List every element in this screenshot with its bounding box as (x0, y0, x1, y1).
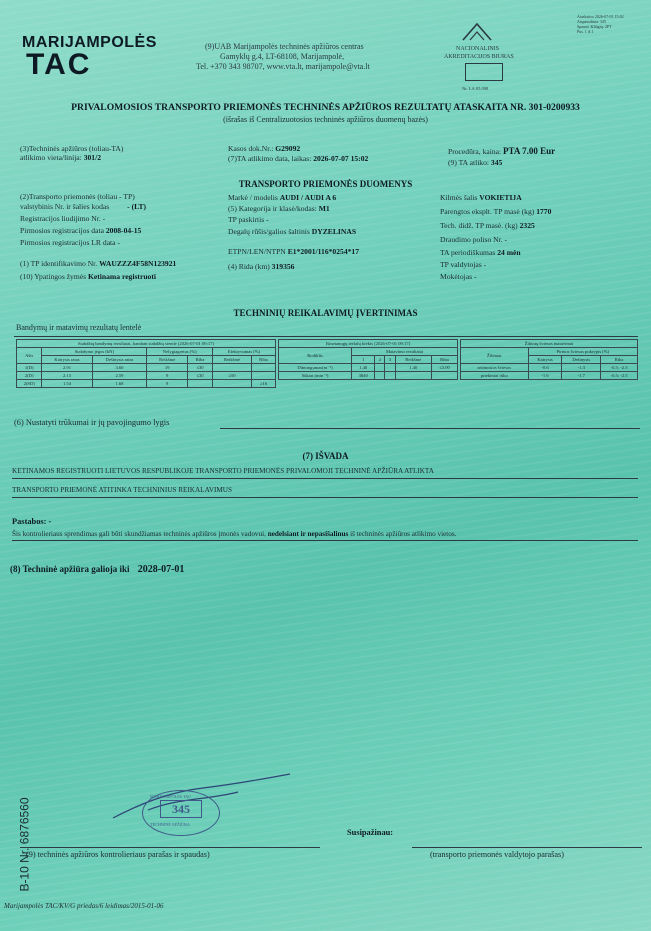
marks-row (20, 272, 156, 281)
table-cell: -0.5; -2.5 (601, 364, 638, 372)
appeal-part-1: Šis kontrolieriaus sprendimas gali būti skundžiamas techninės apžiūros įmonės vadovui, (12, 530, 266, 538)
marks-value: Ketinama registruoti (88, 272, 156, 281)
ta-time-label: (7)TA atlikimo data, laikas: (228, 154, 312, 163)
reg-label-2: valstybinis Nr. ir šalies kodas (20, 202, 110, 211)
reg-label-1: (2)Transporto priemonės (toliau - TP) (20, 192, 135, 201)
lights-col-left: Kairysis (528, 356, 562, 364)
mass-label: Parengtos eksplt. TP masė (kg) (440, 207, 535, 216)
acknowledged-label: Susipažinau: (347, 828, 394, 837)
table-cell: ≤30 (188, 372, 213, 380)
ta-count-row (448, 158, 502, 167)
table-cell: Sūkiai (min⁻¹) (279, 372, 352, 380)
fuel-label: Degalų rūšis/galios šaltinis (228, 227, 310, 236)
accreditation-line2: AKREDITACIJOS BIURAS (444, 54, 514, 60)
table-cell: -1.3 (562, 364, 601, 372)
lights-table (460, 339, 638, 380)
table-cell: -1.6 (528, 372, 562, 380)
table-cell: 2(SD) (17, 380, 42, 388)
etpn-value: E1*2001/116*0254*17 (287, 247, 360, 256)
etpn-row (228, 247, 359, 256)
owner-sign-line (412, 847, 642, 848)
exhaust-col-value: Reikšmė (395, 356, 431, 364)
vin-value: WAUZZZ4F58N123921 (99, 259, 177, 268)
table-row (461, 364, 638, 372)
table-cell (395, 372, 431, 380)
vehicle-section-title: TRANSPORTO PRIEMONĖS DUOMENYS (238, 179, 413, 189)
brake-table (16, 339, 276, 388)
center-address: Gamyklų g.4, LT-68108, Marijampolė, (220, 52, 345, 61)
exhaust-table-head: Išmetamųjų teršalų kiekis (2026-07-01 09:17) (279, 340, 458, 348)
table-row (17, 340, 276, 348)
table-cell: -1.7 (562, 372, 601, 380)
kasos-label: Kasos dok.Nr.: (228, 144, 274, 153)
conclusion-rule-2 (12, 497, 638, 498)
table-cell: 2.91 (42, 364, 92, 372)
country-label: Kilmės šalis (440, 193, 478, 202)
inspector-sign-caption: (9) techninės apžiūros kontrolieriaus parašas ir spaudas) (26, 850, 210, 859)
table-cell: 3.60 (92, 364, 147, 372)
report-title: PRIVALOMOSIOS TRANSPORTO PRIEMONĖS TECHNINĖS APŽIŪROS REZULTATŲ ATASKAITA NR. 301-0200933 (71, 102, 580, 113)
table-row (461, 348, 638, 356)
reg-row (20, 202, 146, 211)
brake-sub-eff-limit: Riba (252, 356, 276, 364)
period-value: 24 mėn (497, 248, 521, 257)
ta-count-label: (9) TA atliko: (448, 158, 490, 167)
brake-sub-value: Reikšmė (147, 356, 188, 364)
table-cell: Dūmingumas(m⁻¹) (279, 364, 352, 372)
brake-sub-limit: Riba (188, 356, 213, 364)
vin-label: (1) TP identifikavimo Nr. (20, 259, 98, 268)
corner-meta-4: Pus. 1 iš 1 (577, 29, 594, 34)
accreditation-line1: NACIONALINIS (456, 46, 499, 52)
table-cell: -0.6 (528, 364, 562, 372)
table-cell: ≥50 (213, 372, 252, 380)
table-cell: ≤3.00 (432, 364, 458, 372)
period-row (440, 248, 521, 257)
fuel-value: DYZELINAS (311, 227, 357, 236)
accreditation-badge-icon (465, 63, 503, 81)
defects-label: (6) Nustatyti trūkumai ir jų pavojingumo lygis (14, 418, 170, 427)
country-value: VOKIETIJA (479, 193, 522, 202)
lights-table-head: Žibintų šviesos matavimai (461, 340, 638, 348)
ta-time-value: 2026-07-07 15:02 (313, 154, 369, 163)
odometer-value: 319356 (271, 262, 295, 271)
table-row (17, 348, 276, 356)
category-row (228, 204, 330, 213)
table-cell (385, 364, 395, 372)
procedure-value: PTA 7.00 Eur (503, 146, 556, 156)
reg-value: - (LT) (127, 202, 147, 211)
ta-place-label-2: atlikimo vieta/linija: (20, 153, 82, 162)
exhaust-table (278, 339, 458, 380)
notes-value: - (48, 517, 52, 526)
first-reg-label: Pirmosios registracijos data (20, 226, 104, 235)
exhaust-col-indicator: Rodiklis (279, 348, 352, 364)
exhaust-col-2: 2 (375, 356, 385, 364)
first-reg-lt: Pirmosios registracijos LR data - (20, 238, 120, 247)
validity-label: (8) Techninė apžiūra galioja iki (10, 564, 130, 574)
kasos-row (228, 144, 300, 153)
policy: Draudimo poliso Nr. - (440, 235, 508, 244)
center-contacts: Tel. +370 343 98707, www.vta.lt, marijampole@vta.lt (196, 62, 370, 71)
table-cell (375, 372, 385, 380)
procedure-row (448, 147, 555, 156)
table-cell (432, 372, 458, 380)
table-cell: ≤30 (188, 364, 213, 372)
make-label: Markė / modelis (228, 193, 278, 202)
notes-label: Pastabos: (12, 517, 47, 526)
conclusion-line-2: TRANSPORTO PRIEMONĖ ATITINKA TECHNINIUS REIKALAVIMUS (12, 486, 232, 494)
stamp-top-text: MARIJAMPOLĖS TAC (150, 794, 192, 799)
appeal-rule (12, 540, 638, 541)
make-value: AUDI / AUDI A 6 (279, 193, 337, 202)
exhaust-col-limit: Riba (432, 356, 458, 364)
logo-text-top: MARIJAMPOLĖS (22, 34, 157, 51)
table-cell: 1.40 (352, 364, 375, 372)
lights-col-right: Dešinysis (562, 356, 601, 364)
table-cell: 3840 (352, 372, 375, 380)
reg-cert: Registracijos liudijimo Nr. - (20, 214, 106, 223)
form-code: Marijampolės TAC/KV/G priedas/6 leidimas/2015-01-06 (4, 902, 164, 910)
lights-col-limit: Riba (601, 356, 638, 364)
inspector-sign-line (20, 847, 320, 848)
country-row (440, 193, 522, 202)
odometer-row (228, 262, 294, 271)
corner-meta-3: Spausd. Kliūgių: 2PT (577, 24, 612, 29)
lights-col-tilt: Pirmos šviesos pokrypis (%) (528, 348, 637, 356)
brake-col-efficiency: Efektyvumas (%) (213, 348, 276, 356)
first-reg-row (20, 226, 141, 235)
owner-sign-caption: (transporto priemonės valdytojo parašas) (430, 850, 564, 859)
exhaust-col-results: Matavimo rezultatai (352, 348, 458, 356)
table-cell (252, 372, 276, 380)
odometer-label: (4) Rida (km) (228, 262, 270, 271)
table-cell: artimosios šviesos (461, 364, 529, 372)
table-row (279, 364, 458, 372)
procedure-label: Procedūra, kaina: (448, 147, 502, 156)
marks-label: (10) Ypatingos žymės (20, 272, 87, 281)
accreditation-code: Nr. LA.05.098 (462, 86, 489, 91)
table-row (279, 372, 458, 380)
brake-sub-eff-value: Reikšmė (213, 356, 252, 364)
fuel-row (228, 227, 356, 236)
table-row (279, 348, 458, 356)
brake-col-forces: Stabdymo jėgos (kN) (42, 348, 147, 356)
table-cell: -0.5; -2.5 (601, 372, 638, 380)
ta-count-value: 345 (490, 158, 503, 167)
vin-row (20, 259, 176, 268)
table-row (17, 380, 276, 388)
exhaust-col-1: 1 (352, 356, 375, 364)
table-row (279, 340, 458, 348)
serial-number: B-10 Nr. 6876560 (17, 797, 32, 892)
brake-col-imbalance: Nelygiagretus (%) (147, 348, 213, 356)
kasos-value: G29092 (275, 144, 301, 153)
conclusion-rule-1 (12, 478, 638, 479)
conclusion-title: (7) IŠVADA (302, 451, 349, 461)
table-cell (213, 380, 252, 388)
purpose: TP paskirtis - (228, 215, 269, 224)
table-cell: ≥16 (252, 380, 276, 388)
exhaust-col-3: 3 (385, 356, 395, 364)
center-name: (9)UAB Marijampolės techninės apžiūros centras (205, 42, 364, 51)
ta-time-row (228, 154, 368, 163)
table-cell (252, 364, 276, 372)
corner-meta-2: Atspausdinta: 345 (577, 19, 606, 24)
logo-text-tac: TAC (26, 48, 92, 81)
table-cell: 9 (147, 372, 188, 380)
defects-rule (220, 428, 640, 429)
mass-row (440, 207, 551, 216)
table-cell: 1(D) (17, 364, 42, 372)
appeal-part-2: iš techninės apžiūros atlikimo vietos. (350, 530, 457, 538)
tests-label: Bandymų ir matavimų rezultatų lentelė (16, 323, 142, 332)
payer: Mokėtojas - (440, 272, 477, 281)
table-row (461, 372, 638, 380)
table-cell (213, 364, 252, 372)
table-cell: 1.40 (395, 364, 431, 372)
make-row (228, 193, 336, 202)
accreditation-logo-icon (460, 20, 494, 42)
validity-row (10, 565, 184, 574)
conclusion-line-1: KETINAMOS REGISTRUOTI LIETUVOS RESPUBLIKOJE TRANSPORTO PRIEMONĖS PRIVALOMOJI TECHNINĖ APŽIŪRA ATLIKTA (12, 467, 434, 475)
table-cell (375, 364, 385, 372)
table-row (17, 372, 276, 380)
table-cell: 1.54 (42, 380, 92, 388)
etpn-label: ETPN/LEN/NTPN (228, 247, 286, 256)
table-cell: 1.68 (92, 380, 147, 388)
appeal-text (12, 530, 456, 539)
report-subtitle: (išrašas iš Centralizuotosios techninės apžiūros duomenų bazės) (223, 115, 428, 124)
table-cell: priekiniai rūko (461, 372, 529, 380)
corner-meta-1: Ataskaitos 2026-07-01 15:02 (577, 14, 624, 19)
table-cell: 2.59 (92, 372, 147, 380)
brake-table-head: Stabdžių bandymų rezultatai, bandant stabdžių stende (2026-07-01 09:17) (17, 340, 276, 348)
requirements-section-title: TECHNINIŲ REIKALAVIMŲ ĮVERTINIMAS (233, 308, 418, 318)
ta-place-value: 301/2 (83, 153, 102, 162)
table-cell: 2(D) (17, 372, 42, 380)
ta-place-label-1: (3)Techninės apžiūros (toliau-TA) (20, 144, 124, 153)
appeal-bold: nedelsiant ir nepasišalinus (267, 530, 349, 538)
lights-col-lamps: Žibintai (461, 348, 529, 364)
maxmass-value: 2325 (519, 221, 535, 230)
table-cell: 2.13 (42, 372, 92, 380)
brake-col-axle: Ašis (17, 348, 42, 364)
stamp-number: 345 (160, 800, 202, 818)
maxmass-row (440, 221, 535, 230)
table-row (17, 356, 276, 364)
owner: TP valdytojas - (440, 260, 487, 269)
ta-place-row (20, 153, 101, 162)
category-value: M1 (318, 204, 330, 213)
category-label: (5) Kategorija ir klasė/kodas: (228, 204, 317, 213)
table-row (461, 340, 638, 348)
table-cell (188, 380, 213, 388)
tests-rule (14, 336, 638, 337)
maxmass-label: Tech. didž. TP masė. (kg) (440, 221, 518, 230)
table-cell: 19 (147, 364, 188, 372)
brake-sub-left: Kairysis ratas (42, 356, 92, 364)
mass-value: 1770 (536, 207, 552, 216)
table-cell: 9 (147, 380, 188, 388)
notes-row (12, 517, 51, 526)
table-cell (385, 372, 395, 380)
brake-sub-right: Dešinysis ratas (92, 356, 147, 364)
validity-date: 2028-07-01 (137, 564, 185, 575)
first-reg-value: 2008-04-15 (105, 226, 142, 235)
stamp-bottom-text: TECHNINĖ APŽIŪRA (150, 822, 190, 827)
period-label: TA periodiškumas (440, 248, 496, 257)
table-row (17, 364, 276, 372)
